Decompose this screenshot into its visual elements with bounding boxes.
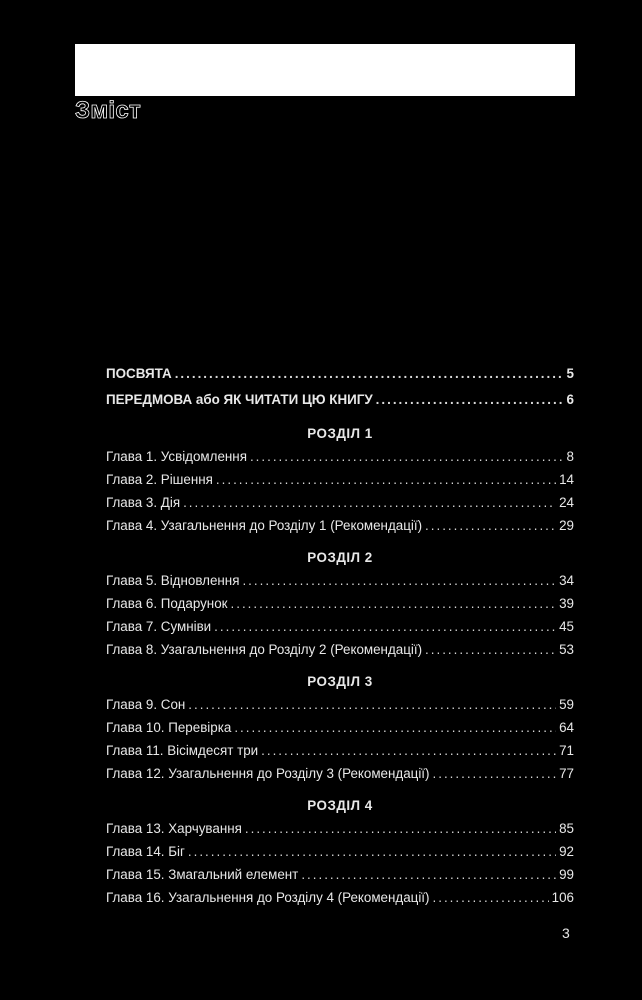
toc-entry-label: Глава 1. Усвідомлення	[106, 449, 247, 464]
toc-entry-chapter-11[interactable]	[106, 739, 574, 762]
page-title: Зміст	[75, 97, 142, 124]
dot-leader	[433, 762, 557, 785]
toc-entry-page: 85	[559, 821, 574, 836]
section-4-chapters	[106, 817, 574, 909]
toc-entry-label: Глава 5. Відновлення	[106, 573, 240, 588]
toc-entry-label: Глава 9. Сон	[106, 697, 186, 712]
dot-leader	[183, 491, 556, 514]
toc-entry-label: Глава 3. Дія	[106, 495, 181, 510]
toc-entry-page: 77	[559, 766, 574, 781]
toc-entry-label: Глава 13. Харчування	[106, 821, 242, 836]
toc-entry-label: Глава 2. Рішення	[106, 472, 213, 487]
section-1-chapters	[106, 445, 574, 537]
toc-entry-page: 29	[559, 518, 574, 533]
dot-leader	[250, 445, 564, 468]
section-heading-2: РОЗДІЛ 2	[307, 550, 373, 565]
section-heading-3: РОЗДІЛ 3	[307, 674, 373, 689]
toc-entry-dedication[interactable]	[106, 361, 574, 387]
table-of-contents	[106, 361, 574, 909]
dot-leader	[175, 361, 564, 387]
toc-entry-chapter-6[interactable]	[106, 592, 574, 615]
toc-entry-chapter-5[interactable]	[106, 569, 574, 592]
toc-entry-page: 106	[551, 890, 574, 905]
toc-entry-page: 45	[559, 619, 574, 634]
toc-entry-label: ПЕРЕДМОВА або ЯК ЧИТАТИ ЦЮ КНИГУ	[106, 392, 373, 407]
toc-entry-label: Глава 8. Узагальнення до Розділу 2 (Рекомендації)	[106, 642, 423, 657]
page-number: 3	[562, 925, 570, 941]
toc-entry-label: Глава 7. Сумніви	[106, 619, 212, 634]
toc-entry-label: Глава 4. Узагальнення до Розділу 1 (Рекомендації)	[106, 518, 423, 533]
toc-entry-label: Глава 6. Подарунок	[106, 596, 228, 611]
toc-entry-label: Глава 16. Узагальнення до Розділу 4 (Рекомендації)	[106, 890, 430, 905]
toc-entry-chapter-3[interactable]	[106, 491, 574, 514]
toc-entry-chapter-14[interactable]	[106, 840, 574, 863]
toc-entry-label: Глава 10. Перевірка	[106, 720, 232, 735]
dot-leader	[188, 693, 556, 716]
dot-leader	[188, 840, 556, 863]
toc-entry-page: 24	[559, 495, 574, 510]
toc-entry-chapter-1[interactable]	[106, 445, 574, 468]
toc-entry-page: 59	[559, 697, 574, 712]
dot-leader	[231, 592, 557, 615]
toc-entry-chapter-4[interactable]	[106, 514, 574, 537]
toc-entry-page: 53	[559, 642, 574, 657]
toc-entry-chapter-13[interactable]	[106, 817, 574, 840]
dot-leader	[425, 514, 556, 537]
toc-entry-chapter-9[interactable]	[106, 693, 574, 716]
dot-leader	[214, 615, 556, 638]
dot-leader	[433, 886, 549, 909]
toc-entry-page: 5	[566, 366, 574, 381]
dot-leader	[261, 739, 556, 762]
toc-entry-page: 8	[566, 449, 574, 464]
header-bar	[75, 44, 575, 96]
toc-entry-chapter-2[interactable]	[106, 468, 574, 491]
dot-leader	[245, 817, 556, 840]
dot-leader	[425, 638, 556, 661]
toc-entry-label: Глава 15. Змагальний елемент	[106, 867, 299, 882]
dot-leader	[301, 863, 556, 886]
toc-entry-page: 99	[559, 867, 574, 882]
toc-entry-page: 14	[559, 472, 574, 487]
dot-leader	[242, 569, 556, 592]
toc-entry-page: 6	[566, 392, 574, 407]
section-heading-1: РОЗДІЛ 1	[307, 426, 373, 441]
toc-entry-page: 34	[559, 573, 574, 588]
toc-entry-page: 39	[559, 596, 574, 611]
section-2-chapters	[106, 569, 574, 661]
toc-entry-label: Глава 11. Вісімдесят три	[106, 743, 259, 758]
dot-leader	[216, 468, 556, 491]
toc-entry-chapter-16[interactable]	[106, 886, 574, 909]
dot-leader	[376, 387, 564, 413]
toc-entry-chapter-8[interactable]	[106, 638, 574, 661]
toc-entry-chapter-12[interactable]	[106, 762, 574, 785]
toc-entry-chapter-10[interactable]	[106, 716, 574, 739]
toc-entry-chapter-7[interactable]	[106, 615, 574, 638]
toc-entry-label: ПОСВЯТА	[106, 366, 172, 381]
toc-entry-preface[interactable]	[106, 387, 574, 413]
toc-entry-chapter-15[interactable]	[106, 863, 574, 886]
toc-entry-label: Глава 12. Узагальнення до Розділу 3 (Рекомендації)	[106, 766, 430, 781]
toc-entry-label: Глава 14. Біг	[106, 844, 185, 859]
section-3-chapters	[106, 693, 574, 785]
dot-leader	[234, 716, 556, 739]
toc-entry-page: 71	[559, 743, 574, 758]
toc-entry-page: 92	[559, 844, 574, 859]
section-heading-4: РОЗДІЛ 4	[307, 798, 373, 813]
toc-entry-page: 64	[559, 720, 574, 735]
